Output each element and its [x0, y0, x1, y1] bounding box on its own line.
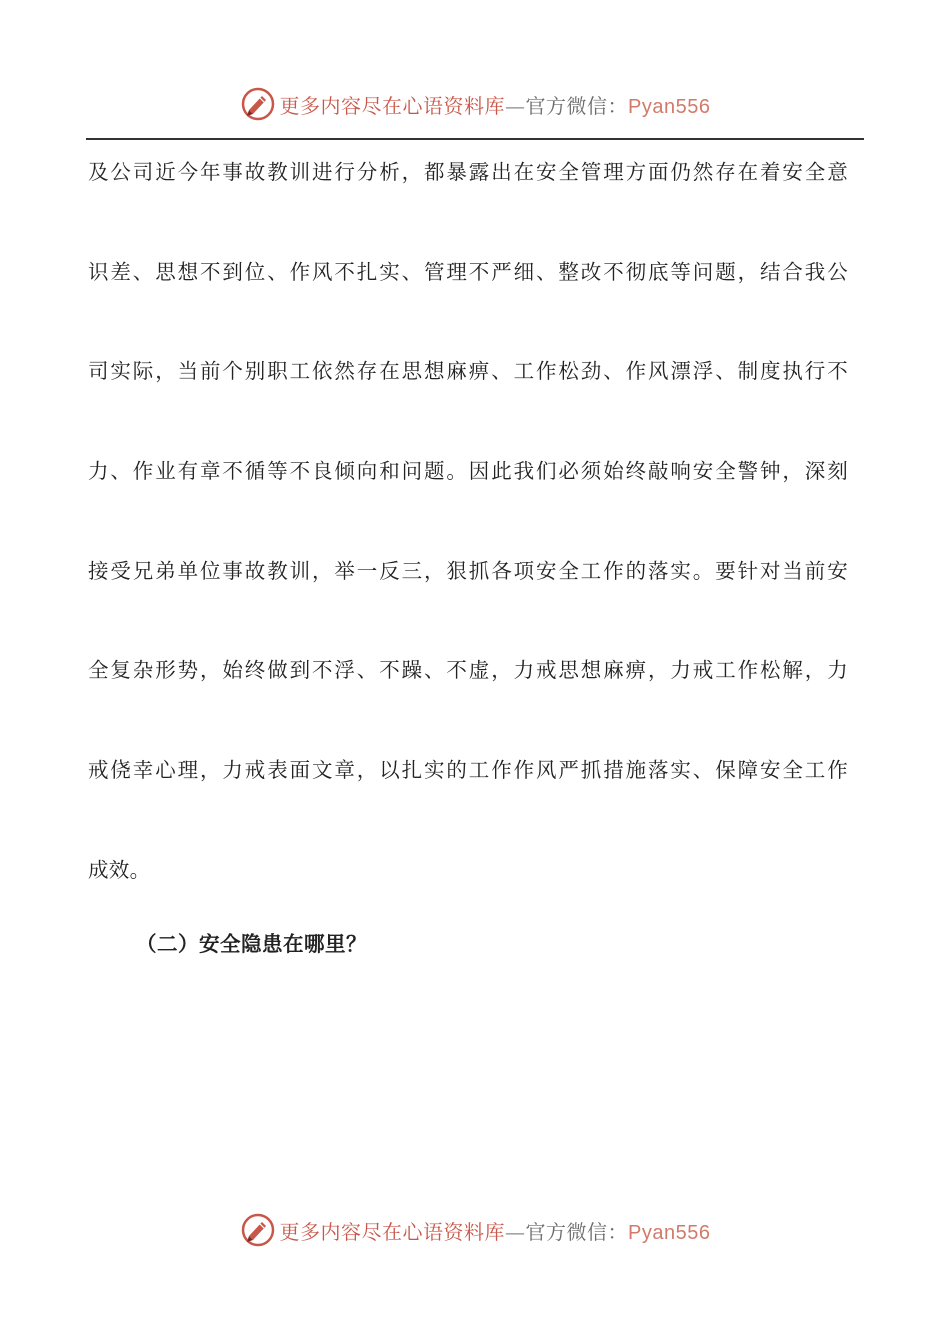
- body-line: 识差、思想不到位、作风不扎实、管理不严细、整改不彻底等问题，结合我公: [88, 259, 848, 284]
- header-wechat-label: 官方微信：: [525, 93, 629, 118]
- body-line: 力、作业有章不循等不良倾向和问题。因此我们必须始终敲响安全警钟，深刻: [88, 459, 848, 484]
- pen-logo-icon: [240, 86, 276, 122]
- pen-logo-icon: [240, 1212, 276, 1248]
- header-wechat-id: Pyan556: [628, 95, 711, 118]
- footer-banner: [0, 1210, 950, 1250]
- header-separator: —: [505, 93, 526, 118]
- body-line: 戒侥幸心理，力戒表面文章，以扎实的工作作风严抓措施落实、保障安全工作: [88, 758, 848, 783]
- header-text: [280, 90, 711, 119]
- header-banner: [0, 84, 950, 124]
- body-paragraph: [88, 150, 848, 948]
- header-brand: 更多内容尽在心语资料库: [279, 93, 506, 118]
- footer-brand: 更多内容尽在心语资料库: [279, 1219, 506, 1244]
- footer-text: [280, 1216, 711, 1245]
- footer-wechat-id: Pyan556: [628, 1221, 711, 1244]
- body-line: 成效。: [88, 857, 151, 882]
- body-line: 接受兄弟单位事故教训，举一反三，狠抓各项安全工作的落实。要针对当前安: [88, 558, 848, 583]
- footer-separator: —: [505, 1219, 526, 1244]
- body-line: 司实际，当前个别职工依然存在思想麻痹、工作松劲、作风漂浮、制度执行不: [88, 359, 848, 384]
- footer-wechat-label: 官方微信：: [525, 1219, 629, 1244]
- section-subheading: （二）安全隐患在哪里？: [136, 932, 367, 956]
- body-line: 全复杂形势，始终做到不浮、不躁、不虚，力戒思想麻痹，力戒工作松解，力: [88, 658, 848, 683]
- header-divider: [86, 138, 864, 140]
- body-line: 及公司近今年事故教训进行分析，都暴露出在安全管理方面仍然存在着安全意: [88, 160, 848, 184]
